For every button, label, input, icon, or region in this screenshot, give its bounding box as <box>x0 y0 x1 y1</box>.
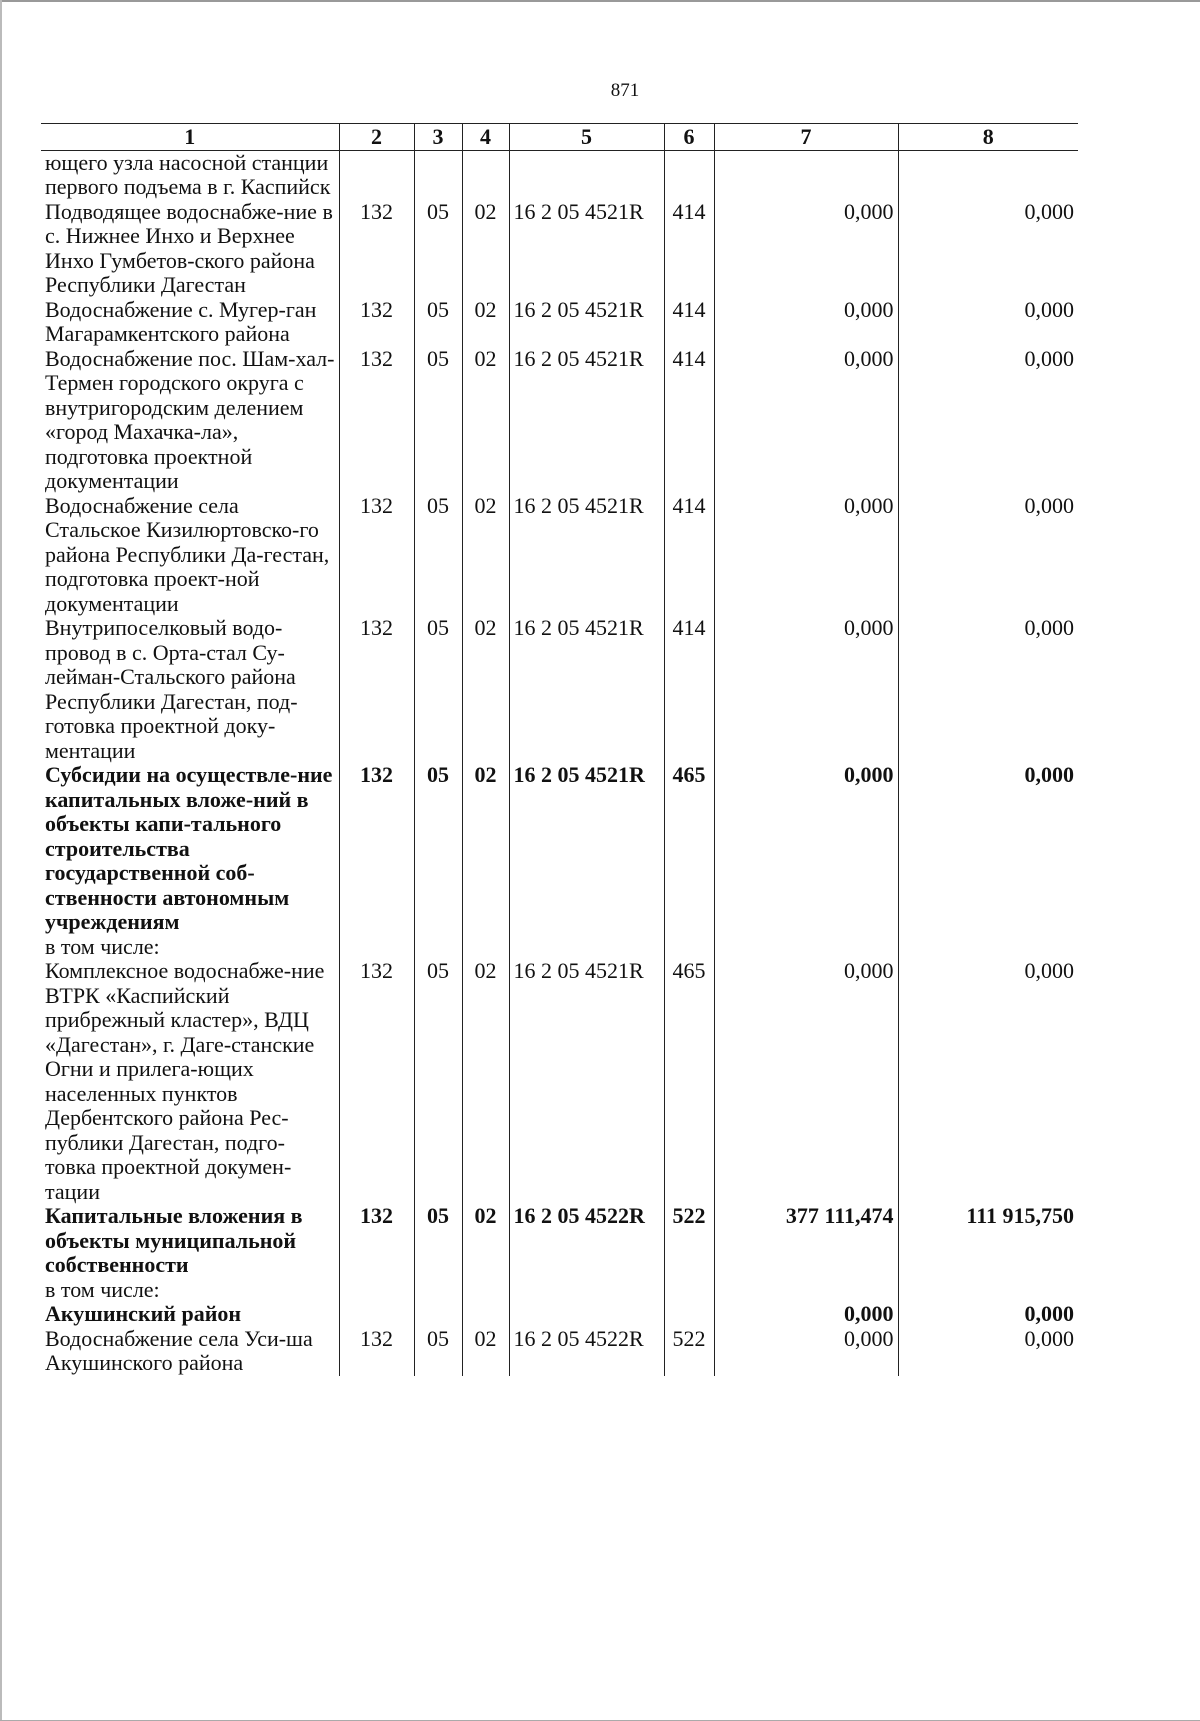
row-name: Подводящее водоснабже-ние в с. Нижнее Инхо и Верхнее Инхо Гумбетов-ского района Республики Дагестан <box>45 198 333 297</box>
cell-ministry: 132 <box>339 1327 414 1376</box>
table-row <box>41 200 1078 298</box>
table-row <box>41 1327 1078 1376</box>
table-row-note <box>41 935 1078 960</box>
cell-amount-7: 0,000 <box>714 200 898 298</box>
table-row-total <box>41 1204 1078 1278</box>
cell-amount-8: 0,000 <box>898 1302 1078 1327</box>
cell-amount-8: 0,000 <box>898 200 1078 298</box>
table-header-row <box>41 124 1078 151</box>
cell-amount-7: 0,000 <box>714 959 898 1204</box>
scan-edge-top <box>0 0 1200 2</box>
table-row-total <box>41 763 1078 935</box>
header-col-6: 6 <box>664 124 714 151</box>
cell-amount-8 <box>898 935 1078 960</box>
cell-subsection: 02 <box>462 494 509 617</box>
cell-subsection: 02 <box>462 616 509 763</box>
cell-amount-7 <box>714 935 898 960</box>
cell-target-code: 16 2 05 4521R <box>509 763 664 935</box>
table-row-district <box>41 1302 1078 1327</box>
cell-expense-type: 414 <box>664 616 714 763</box>
cell-section: 05 <box>414 763 462 935</box>
cell-target-code <box>509 1278 664 1303</box>
header-col-2: 2 <box>339 124 414 151</box>
cell-amount-8: 0,000 <box>898 494 1078 617</box>
row-name: ющего узла насосной станции первого подъема в г. Каспийск <box>45 149 331 199</box>
cell-expense-type: 522 <box>664 1327 714 1376</box>
row-name: в том числе: <box>45 933 160 959</box>
cell-amount-8: 0,000 <box>898 959 1078 1204</box>
table-row-note <box>41 1278 1078 1303</box>
cell-amount-8: 111 915,750 <box>898 1204 1078 1278</box>
cell-ministry: 132 <box>339 616 414 763</box>
cell-amount-7 <box>714 1278 898 1303</box>
cell-target-code <box>509 150 664 200</box>
header-col-7: 7 <box>714 124 898 151</box>
cell-amount-7: 0,000 <box>714 347 898 494</box>
cell-subsection: 02 <box>462 1204 509 1278</box>
cell-target-code <box>509 1302 664 1327</box>
cell-amount-8: 0,000 <box>898 763 1078 935</box>
cell-section: 05 <box>414 1327 462 1376</box>
cell-section: 05 <box>414 616 462 763</box>
cell-section <box>414 1302 462 1327</box>
row-name: Капитальные вложения в объекты муниципальной собственности <box>45 1203 303 1277</box>
row-name: Внутрипоселковый водо-провод в с. Орта-стал Су-лейман-Стальского района Республики Дагестан, под-готовка проектной доку-ментации <box>45 615 298 763</box>
header-col-3: 3 <box>414 124 462 151</box>
cell-target-code: 16 2 05 4522R <box>509 1204 664 1278</box>
cell-subsection: 02 <box>462 347 509 494</box>
table-row <box>41 616 1078 763</box>
row-name: Акушинский район <box>45 1301 242 1326</box>
header-col-5: 5 <box>509 124 664 151</box>
header-col-4: 4 <box>462 124 509 151</box>
cell-ministry: 132 <box>339 494 414 617</box>
cell-ministry: 132 <box>339 1204 414 1278</box>
cell-expense-type <box>664 1278 714 1303</box>
row-name: Водоснабжение пос. Шам-хал-Термен городского округа с внутригородским делением «город Махачка-ла», подготовка проектной документации <box>45 345 335 493</box>
row-name: Водоснабжение с. Мугер-ган Магарамкентского района <box>45 296 317 346</box>
cell-target-code: 16 2 05 4521R <box>509 298 664 347</box>
cell-ministry: 132 <box>339 959 414 1204</box>
cell-ministry: 132 <box>339 763 414 935</box>
table-row <box>41 347 1078 494</box>
row-name: Комплексное водоснабже-ние ВТРК «Каспийский прибрежный кластер», ВДЦ «Дагестан», г. Даге-станские Огни и прилега-ющих населенных пунктов Дербентского района Рес-публики Дагестан, подго-товка проектной докумен-тации <box>45 958 325 1204</box>
cell-subsection <box>462 1278 509 1303</box>
scan-edge-left <box>0 0 2 1721</box>
cell-amount-8: 0,000 <box>898 1327 1078 1376</box>
page-number: 871 <box>610 80 640 101</box>
cell-expense-type: 465 <box>664 763 714 935</box>
cell-section: 05 <box>414 298 462 347</box>
cell-expense-type: 414 <box>664 200 714 298</box>
cell-amount-7: 0,000 <box>714 1327 898 1376</box>
cell-section: 05 <box>414 347 462 494</box>
cell-subsection: 02 <box>462 200 509 298</box>
cell-section: 05 <box>414 200 462 298</box>
table-row <box>41 959 1078 1204</box>
cell-section <box>414 935 462 960</box>
cell-amount-7: 377 111,474 <box>714 1204 898 1278</box>
cell-target-code: 16 2 05 4521R <box>509 616 664 763</box>
cell-subsection <box>462 935 509 960</box>
cell-expense-type: 414 <box>664 494 714 617</box>
cell-target-code: 16 2 05 4521R <box>509 494 664 617</box>
cell-subsection: 02 <box>462 1327 509 1376</box>
cell-section <box>414 150 462 200</box>
cell-amount-8: 0,000 <box>898 347 1078 494</box>
table-row <box>41 150 1078 200</box>
cell-ministry <box>339 935 414 960</box>
cell-ministry: 132 <box>339 200 414 298</box>
cell-ministry: 132 <box>339 347 414 494</box>
budget-table <box>41 123 1078 1376</box>
header-col-1: 1 <box>41 124 339 151</box>
cell-target-code <box>509 935 664 960</box>
cell-ministry: 132 <box>339 298 414 347</box>
cell-expense-type <box>664 1302 714 1327</box>
cell-section <box>414 1278 462 1303</box>
cell-subsection: 02 <box>462 298 509 347</box>
cell-expense-type: 414 <box>664 347 714 494</box>
cell-section: 05 <box>414 959 462 1204</box>
table-row <box>41 298 1078 347</box>
cell-section: 05 <box>414 1204 462 1278</box>
cell-expense-type <box>664 935 714 960</box>
row-name: Водоснабжение села Стальское Кизилюртовско-го района Республики Да-гестан, подготовка проект-ной документации <box>45 492 330 616</box>
cell-amount-8 <box>898 150 1078 200</box>
row-name: Субсидии на осуществле-ние капитальных вложе-ний в объекты капи-тального строительства государственной соб-ственности автономным учреждениям <box>45 762 333 934</box>
cell-amount-7: 0,000 <box>714 494 898 617</box>
cell-ministry <box>339 150 414 200</box>
cell-subsection: 02 <box>462 763 509 935</box>
row-name: Водоснабжение села Уси-ша Акушинского района <box>45 1325 313 1375</box>
cell-amount-8: 0,000 <box>898 298 1078 347</box>
cell-amount-8: 0,000 <box>898 616 1078 763</box>
header-col-8: 8 <box>898 124 1078 151</box>
cell-target-code: 16 2 05 4522R <box>509 1327 664 1376</box>
cell-amount-8 <box>898 1278 1078 1303</box>
cell-subsection <box>462 150 509 200</box>
cell-amount-7: 0,000 <box>714 298 898 347</box>
cell-expense-type <box>664 150 714 200</box>
cell-section: 05 <box>414 494 462 617</box>
cell-expense-type: 465 <box>664 959 714 1204</box>
cell-amount-7: 0,000 <box>714 763 898 935</box>
cell-ministry <box>339 1278 414 1303</box>
cell-target-code: 16 2 05 4521R <box>509 347 664 494</box>
cell-subsection: 02 <box>462 959 509 1204</box>
cell-ministry <box>339 1302 414 1327</box>
cell-amount-7 <box>714 150 898 200</box>
table-row <box>41 494 1078 617</box>
row-name: в том числе: <box>45 1276 160 1302</box>
cell-amount-7: 0,000 <box>714 616 898 763</box>
cell-amount-7: 0,000 <box>714 1302 898 1327</box>
cell-subsection <box>462 1302 509 1327</box>
cell-target-code: 16 2 05 4521R <box>509 959 664 1204</box>
cell-expense-type: 414 <box>664 298 714 347</box>
cell-target-code: 16 2 05 4521R <box>509 200 664 298</box>
cell-expense-type: 522 <box>664 1204 714 1278</box>
